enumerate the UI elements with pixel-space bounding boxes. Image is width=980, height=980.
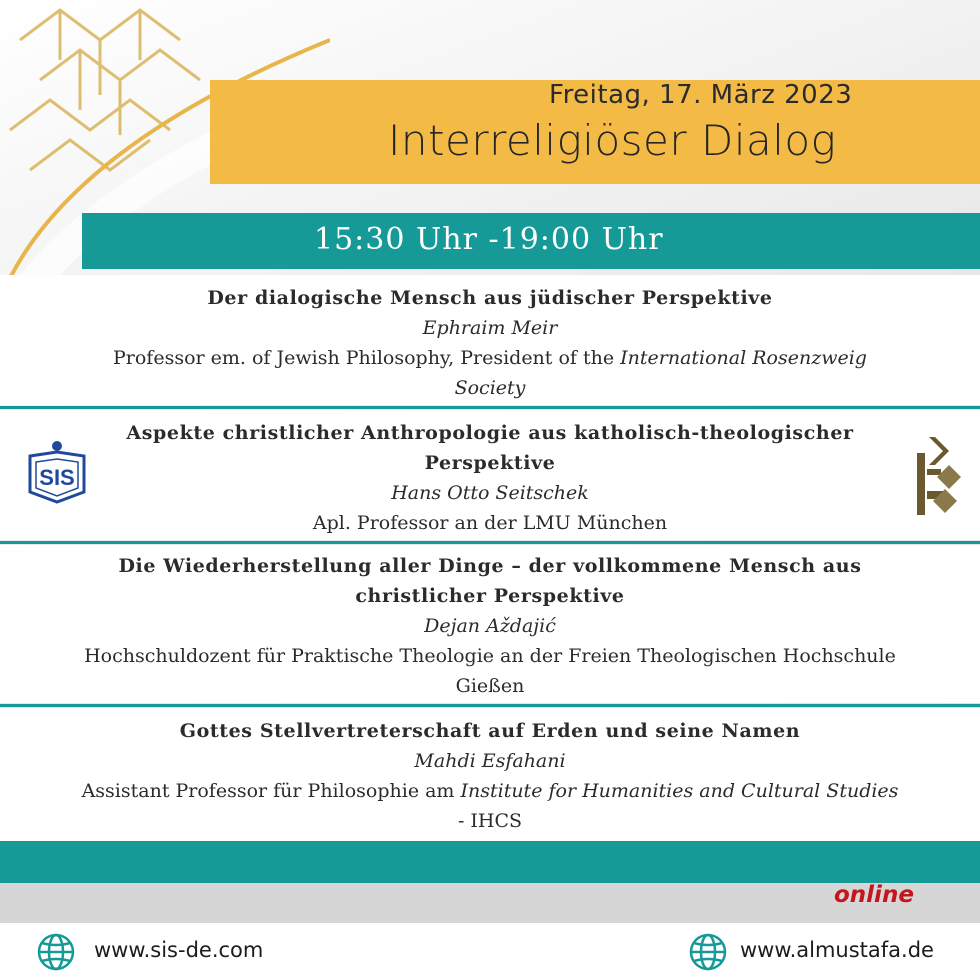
talk-role: Hochschuldozent für Praktische Theologie an der Freien Theologischen Hochschule Gießen: [84, 645, 896, 697]
talk-title: Die Wiederherstellung aller Dinge – der vollkommene Mensch aus christlicher Perspektive: [118, 555, 862, 607]
bottom-gray-bar: [0, 883, 980, 923]
talk-role: Apl. Professor an der LMU München: [312, 512, 668, 534]
talk-speaker: Mahdi Esfahani: [414, 750, 566, 772]
talk-role: [80, 343, 900, 403]
talk-title: Aspekte christlicher Anthropologie aus katholisch-theologischer Perspektive: [126, 422, 854, 474]
talk-title: Gottes Stellvertreterschaft auf Erden und seine Namen: [179, 720, 801, 742]
online-label: online: [834, 882, 914, 908]
talk-speaker: Dejan Aždajić: [424, 615, 556, 637]
talk-2: [80, 418, 900, 538]
role-italic-text: International Rosenzweig Society: [454, 347, 867, 399]
talk-1: [80, 283, 900, 403]
talk-speaker: Hans Otto Seitschek: [391, 482, 589, 504]
talk-role: [80, 776, 900, 836]
website-link-almustafa[interactable]: www.almustafa.de: [740, 938, 934, 962]
almustafa-logo: [903, 435, 963, 517]
event-time: 15:30 Uhr -19:00 Uhr: [314, 222, 664, 257]
bottom-teal-band: [0, 841, 980, 883]
sis-logo: [26, 440, 88, 506]
globe-icon: [688, 932, 728, 972]
talk-speaker: Ephraim Meir: [422, 317, 558, 339]
separator-line: [0, 541, 980, 544]
event-date: Freitag, 17. März 2023: [549, 80, 853, 110]
role-text: Professor em. of Jewish Philosophy, President of the: [113, 347, 621, 369]
separator-line: [0, 406, 980, 409]
talk-4: [80, 716, 900, 836]
sis-logo-text: SIS: [39, 465, 75, 490]
role-suffix-text: - IHCS: [457, 810, 523, 832]
role-italic-text: Institute for Humanities and Cultural Studies: [460, 780, 899, 802]
globe-icon: [36, 932, 76, 972]
website-link-sis[interactable]: www.sis-de.com: [94, 938, 264, 962]
event-title: Interreligiöser Dialog: [388, 116, 837, 165]
talk-title: Der dialogische Mensch aus jüdischer Perspektive: [207, 287, 773, 309]
role-text: Assistant Professor für Philosophie am: [81, 780, 461, 802]
talk-3: [80, 551, 900, 701]
separator-line: [0, 704, 980, 707]
